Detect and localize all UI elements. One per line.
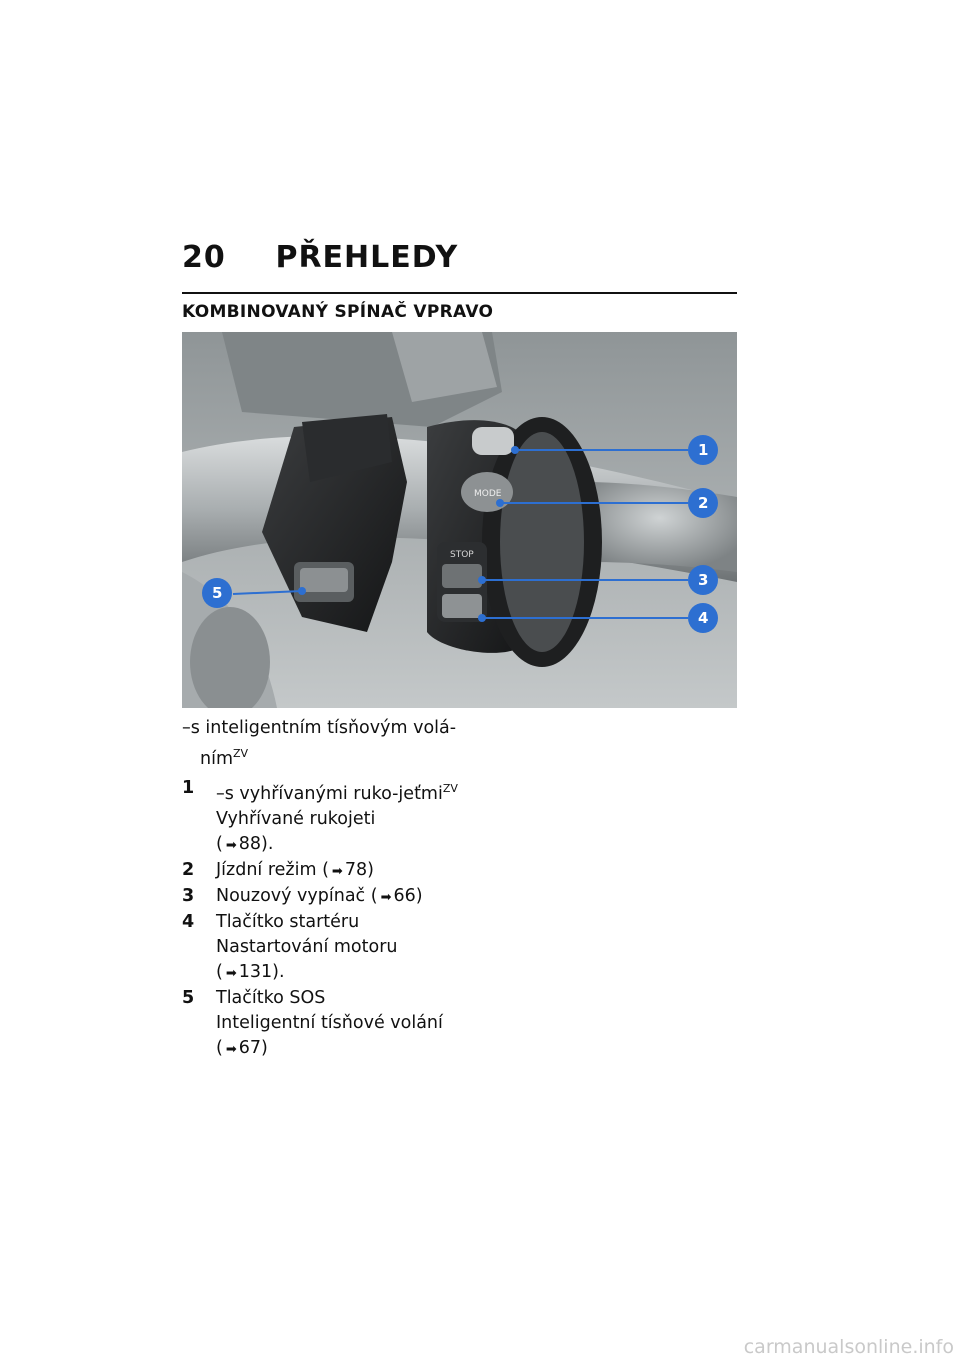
item-number: 1 <box>182 778 195 798</box>
switch-photo <box>182 332 737 708</box>
legend-item-2 <box>182 858 462 884</box>
callout-1-number: 1 <box>698 441 709 459</box>
item-label: Tlačítko SOS <box>216 988 326 1008</box>
item-number: 2 <box>182 860 195 880</box>
item-label: Jízdní režim ( ➡ 78) <box>216 858 462 884</box>
callout-2-number: 2 <box>698 494 709 512</box>
legend-item-1 <box>182 776 462 858</box>
item-label: Tlačítko startéru <box>216 912 360 932</box>
legend-item-3 <box>182 884 462 910</box>
callout-3-number: 3 <box>698 571 709 589</box>
stop-label: STOP <box>450 550 474 560</box>
section-title: KOMBINOVANÝ SPÍNAČ VPRAVO <box>182 302 494 322</box>
legend-item-5 <box>182 986 462 1062</box>
callout-4-number: 4 <box>698 609 709 627</box>
item-number: 4 <box>182 912 195 932</box>
item-number: 3 <box>182 886 195 906</box>
item-label: Vyhřívané rukojeti <box>216 809 376 829</box>
item-condition: –s vyhřívanými ruko-jeťmi$^{ZV}$ <box>216 782 458 804</box>
arrow-right-icon: ➡ <box>225 838 237 853</box>
legend-item-4 <box>182 910 462 986</box>
arrow-right-icon: ➡ <box>225 966 237 981</box>
item-description: Inteligentní tísňové volání <box>216 1013 443 1033</box>
availability-note <box>182 716 462 772</box>
arrow-right-icon: ➡ <box>380 890 392 905</box>
mode-label: MODE <box>474 489 502 499</box>
note-text: –s inteligentním tísňovým volá-ním <box>182 718 457 769</box>
callout-5-number: 5 <box>212 584 223 602</box>
chapter-title: PŘEHLEDY <box>275 240 459 275</box>
page-reference[interactable]: ( ➡ 88). <box>216 832 462 858</box>
page-reference[interactable]: ( ➡ 78) <box>322 860 374 880</box>
watermark: carmanualsonline.info <box>743 1336 954 1358</box>
legend <box>182 716 462 1062</box>
item-number: 5 <box>182 988 195 1008</box>
page-number: 20 <box>182 240 226 275</box>
item-description: Nastartování motoru <box>216 937 398 957</box>
note-superscript: ZV <box>233 747 249 760</box>
page-reference[interactable]: ( ➡ 131). <box>216 960 462 986</box>
arrow-right-icon: ➡ <box>331 864 343 879</box>
switch-illustration <box>182 332 737 708</box>
item-label: Nouzový vypínač ( ➡ 66) <box>216 884 462 910</box>
page-header <box>182 240 458 275</box>
page-reference[interactable]: ( ➡ 66) <box>371 886 423 906</box>
arrow-right-icon: ➡ <box>225 1042 237 1057</box>
header-rule <box>182 292 737 294</box>
page-reference[interactable]: ( ➡ 67) <box>216 1036 462 1062</box>
